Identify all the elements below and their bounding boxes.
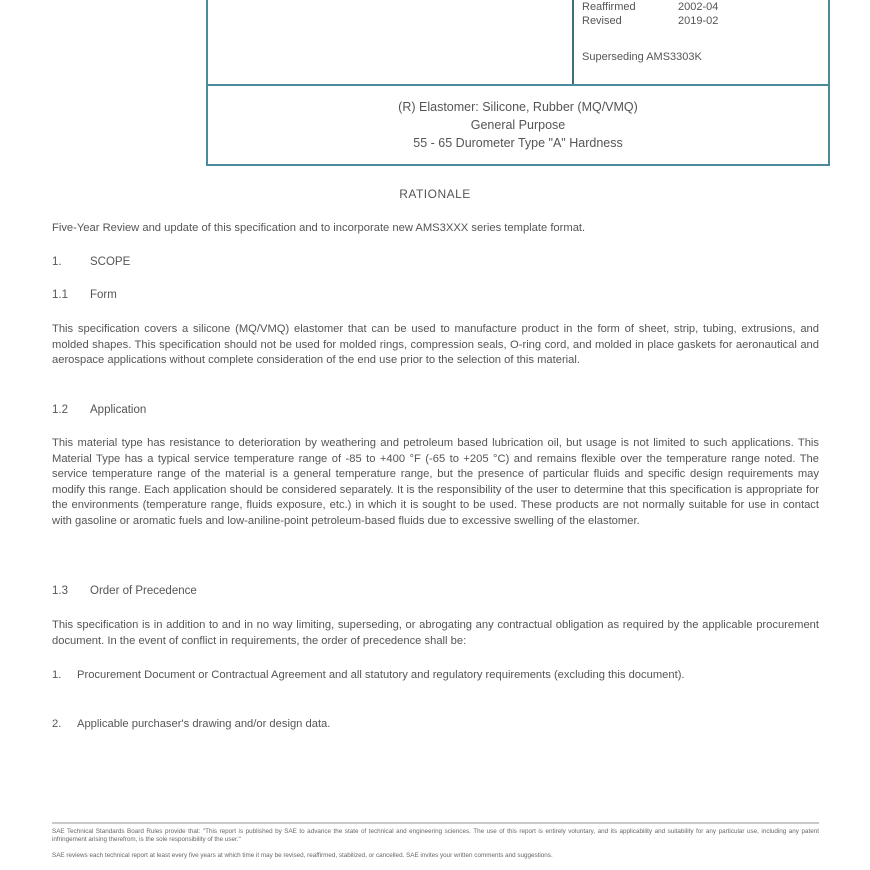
section-number: 1. <box>52 256 62 268</box>
section-number: 1.1 <box>52 289 68 301</box>
section-number: 1.2 <box>52 404 68 416</box>
section-title: Application <box>90 404 147 416</box>
superseding-note: Superseding AMS3303K <box>582 51 702 63</box>
title-line: (R) Elastomer: Silicone, Rubber (MQ/VMQ) <box>398 100 638 114</box>
date-label: Reaffirmed <box>582 1 636 13</box>
precedence-list-item <box>52 668 819 684</box>
date-value: 2002-04 <box>678 1 719 13</box>
list-text: Procurement Document or Contractual Agreement and all statutory and regulatory requirements (excluding this document). <box>77 669 685 681</box>
list-text: Applicable purchaser's drawing and/or design data. <box>77 718 331 730</box>
section-application-heading <box>52 404 146 416</box>
section-number: 1.3 <box>52 585 68 597</box>
section-title: Form <box>90 289 117 301</box>
precedence-paragraph: This specification is in addition to and in no way limiting, superseding, or abrogating any contractual obligation as required by the applicable procurement document. In the event of conflict in requirements, the order of precedence shall be: <box>52 619 819 647</box>
form-paragraph: This specification covers a silicone (MQ/VMQ) elastomer that can be used to manufacture product in the form of sheet, strip, tubing, extrusions, and molded shapes. This specification should not be used for molded rings, compression seals, O-ring cord, and molded in place gaskets for aeronautical and aerospace applications without complete consideration of the end use prior to the selection of this material. <box>52 323 819 367</box>
document-title <box>208 98 828 152</box>
footer-divider <box>52 822 819 824</box>
section-scope-heading <box>52 256 130 268</box>
title-line: 55 - 65 Durometer Type "A" Hardness <box>413 136 623 150</box>
footer-review-note: SAE reviews each technical report at least every five years at which time it may be revised, reaffirmed, stabilized, or cancelled. SAE invites your written comments and suggestions. <box>52 852 553 859</box>
title-line: General Purpose <box>470 118 566 132</box>
section-precedence-heading <box>52 585 197 597</box>
date-label: Revised <box>582 15 622 27</box>
footer-disclaimer: SAE Technical Standards Board Rules provide that: "This report is published by SAE to advance the state of technical and engineering sciences. The use of this report is entirely voluntary, and its applicability and suitability for any particular use, including any patent infringement arising therefrom, is the sole responsibility of the user." <box>52 828 819 843</box>
date-value: 2019-02 <box>678 15 719 27</box>
list-number: 2. <box>52 718 62 730</box>
date-row-reaffirmed <box>582 0 718 14</box>
header-top-section <box>208 0 828 86</box>
rationale-text: Five-Year Review and update of this specification and to incorporate new AMS3XXX series template format. <box>52 222 586 234</box>
section-title: Order of Precedence <box>90 585 197 597</box>
revision-dates <box>582 0 718 28</box>
document-header-box <box>206 0 830 166</box>
application-paragraph: This material type has resistance to deterioration by weathering and petroleum based lubrication oil, but usage is not limited to such applications. This Material Type has a typical service temperature range of -85 to +400 °F (-65 to +205 °C) and remains flexible over the temperature range noted. The service temperature range of the material is a general temperature range, but the presence of particular fluids and specific design requirements may modify this range. Each application should be considered separately. It is the responsibility of the user to determine that this specification is appropriate for the environments (temperature range, fluids exposure, etc.) in which it is sought to be used. These products are not normally suitable for use in contact with gasoline or aromatic fuels and low-aniline-point petroleum-based fluids due to excessive swelling of the elastomer. <box>52 437 819 527</box>
list-number: 1. <box>52 669 62 681</box>
section-title: SCOPE <box>90 256 131 268</box>
rationale-heading: RATIONALE <box>399 187 471 201</box>
date-row-revised <box>582 14 718 28</box>
section-form-heading <box>52 289 117 301</box>
header-divider <box>572 0 574 84</box>
precedence-list-item <box>52 717 819 733</box>
